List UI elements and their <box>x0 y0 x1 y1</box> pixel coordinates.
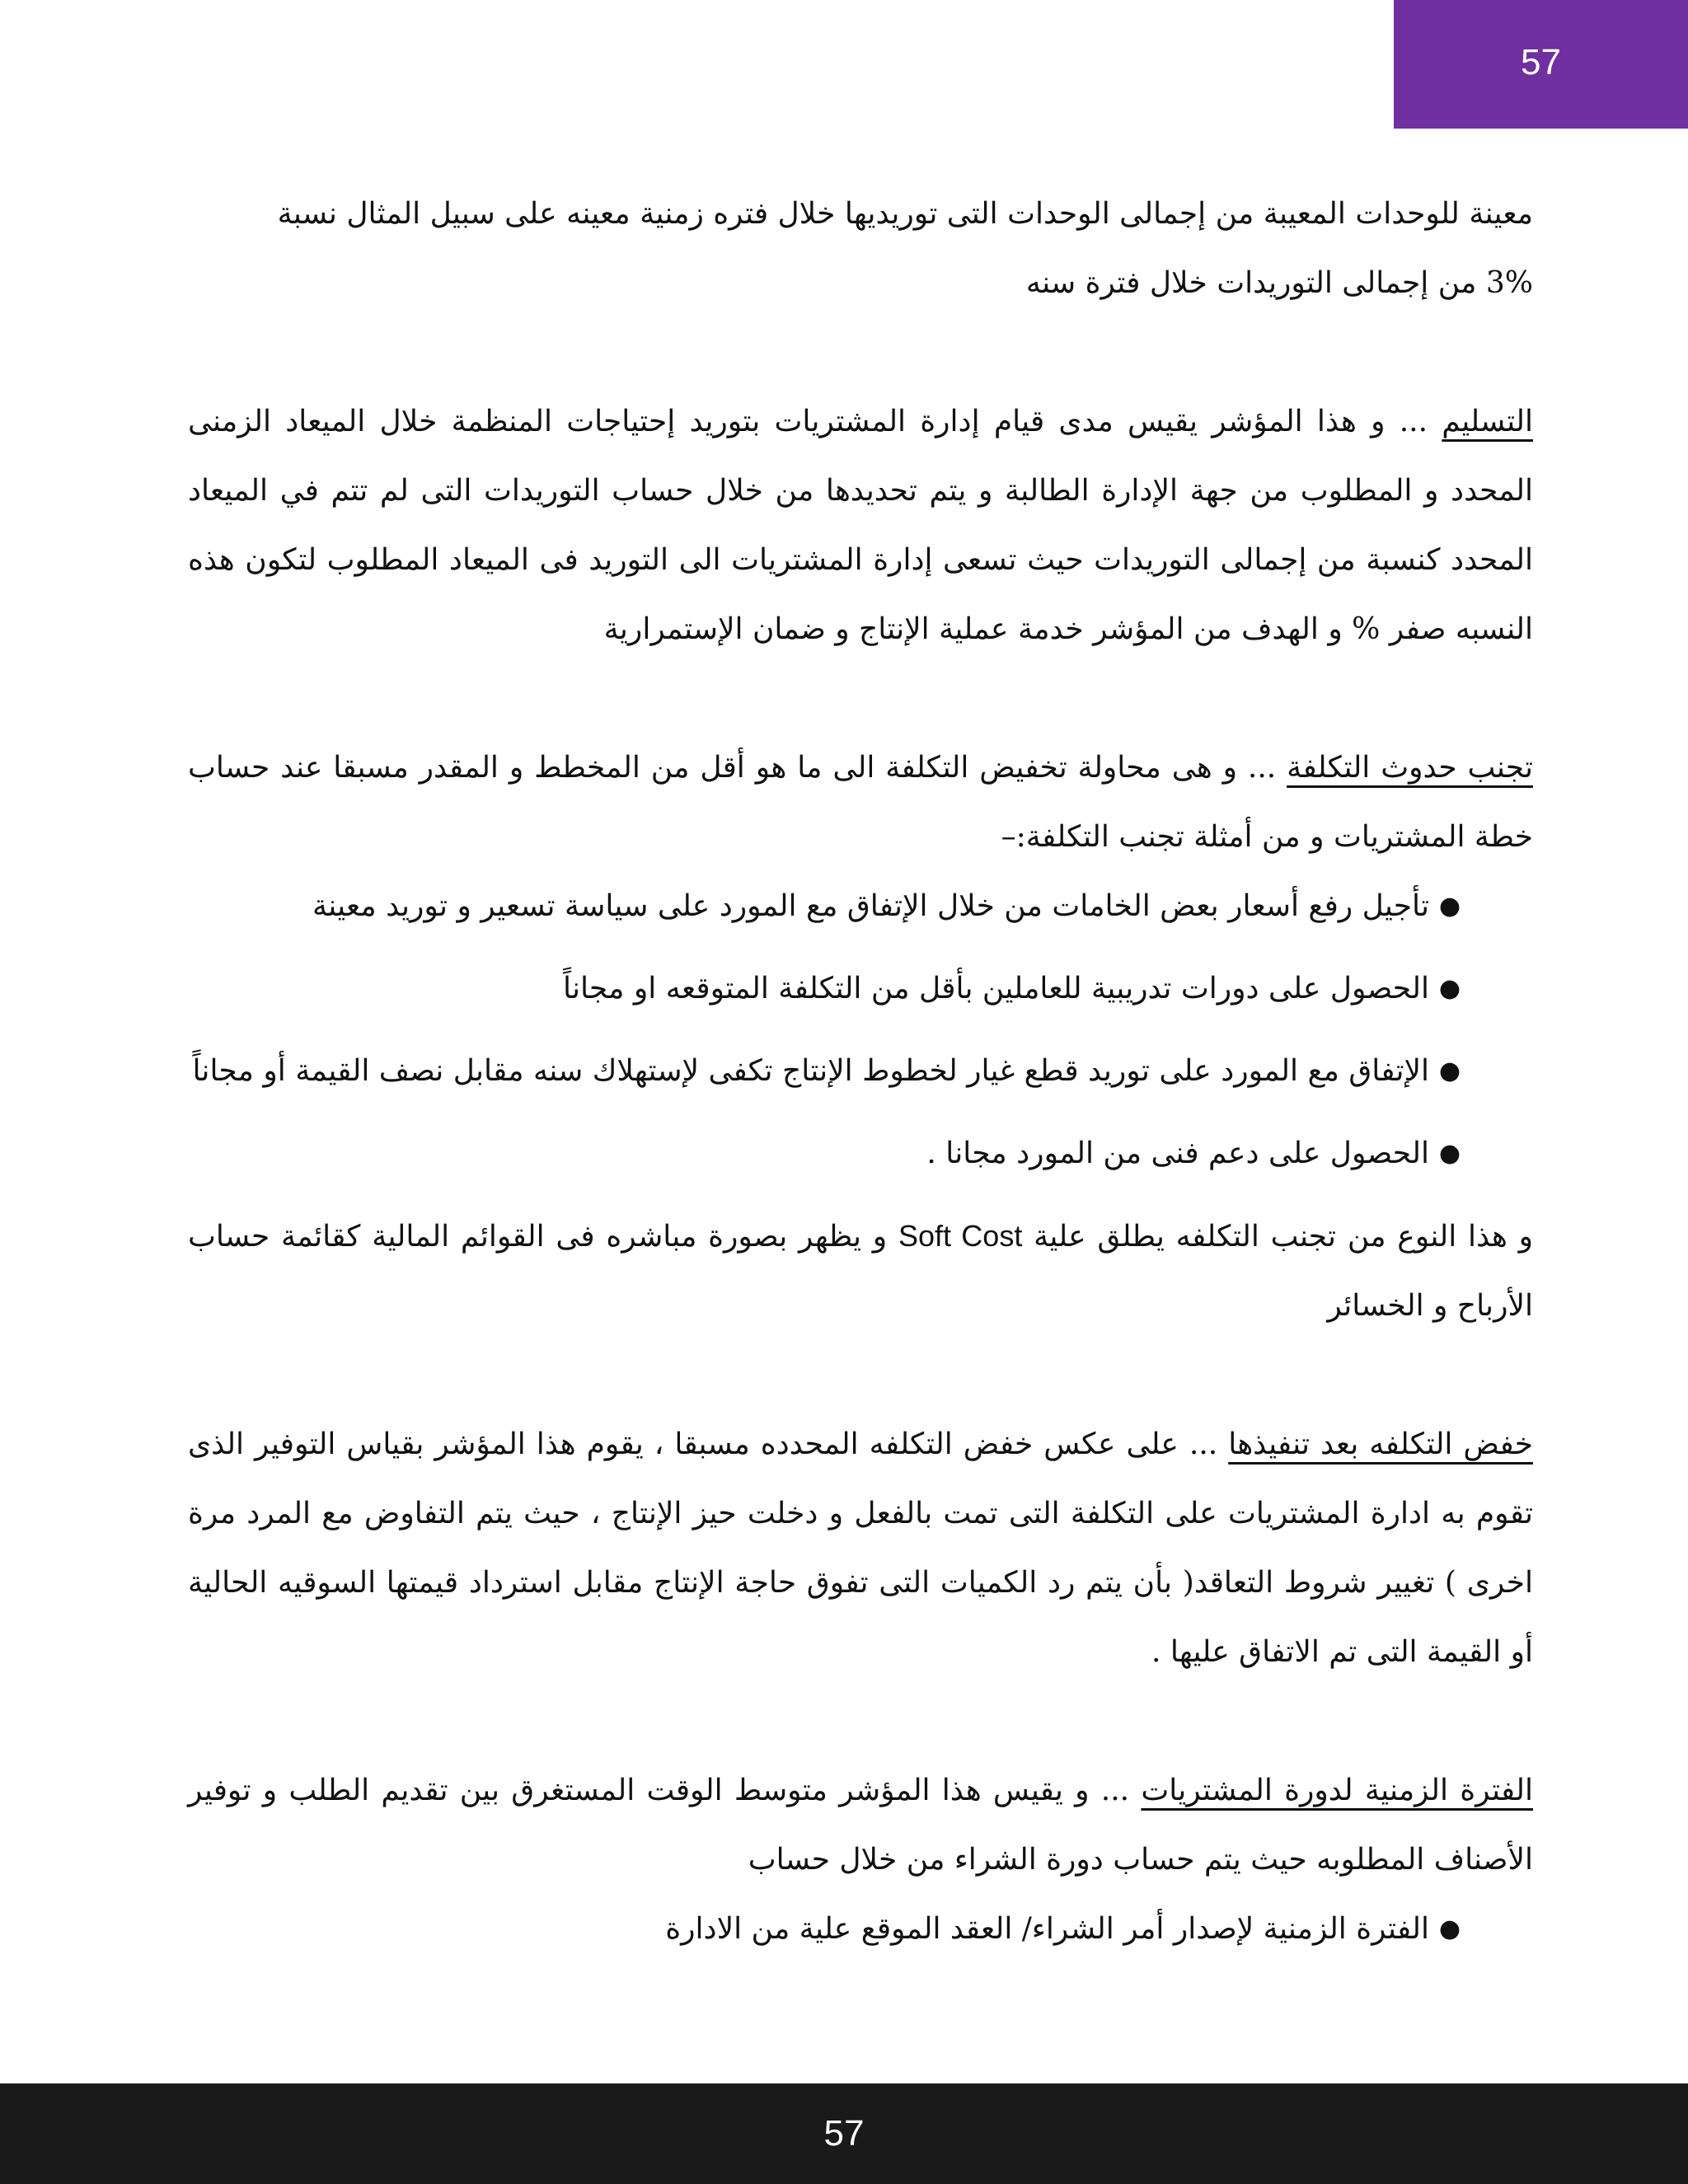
cost-avoidance-paragraph <box>188 733 1533 872</box>
spacer <box>188 664 1533 733</box>
soft-cost-text-after: و يظهر بصورة مباشره فى القوائم المالية كقائمة حساب الأرباح و الخسائر <box>188 1220 1533 1323</box>
bullet-icon: ● <box>1438 1057 1461 1085</box>
list-item-text: الحصول على دورات تدريبية للعاملين بأقل من التكلفة المتوقعه او مجاناً <box>562 972 1429 1005</box>
list-item <box>188 872 1533 941</box>
bullet-icon: ● <box>1438 1915 1461 1943</box>
page-number-tab <box>1394 0 1688 129</box>
cycle-time-text: ... و يقيس هذا المؤشر متوسط الوقت المستغرق بين تقديم الطلب و توفير الأصناف المطلوبه حيث يتم حساب دورة الشراء من خلال حساب <box>188 1774 1533 1877</box>
page-number: 57 <box>1521 42 1561 82</box>
cost-avoidance-list <box>188 872 1533 1188</box>
cost-avoidance-heading: تجنب حدوث التكلفة <box>1287 751 1533 785</box>
list-item <box>188 1895 1533 1964</box>
delivery-text: ... و هذا المؤشر يقيس مدى قيام إدارة المشتريات بتوريد إحتياجات المنظمة خلال الميعاد الزمنى المحدد و المطلوب من جهة الإدارة الطالبة و يتم تحديدها من خلال حساب التوريدات التى لم تتم في الميعاد المحدد كنسبة من إجمالى التوريدات حيث تسعى إدارة المشتريات الى التوريد فى الميعاد المطلوب لتكون هذه النسبه صفر % و الهدف من المؤشر خدمة عملية الإنتاج و ضمان الإستمرارية <box>188 405 1533 646</box>
list-item-text: تأجيل رفع أسعار بعض الخامات من خلال الإتفاق مع المورد على سياسة تسعير و توريد معينة <box>312 889 1429 923</box>
cost-reduction-paragraph <box>188 1410 1533 1687</box>
soft-cost-text-before: و هذا النوع من تجنب التكلفه يطلق علية <box>1022 1220 1534 1254</box>
list-item-text: الفترة الزمنية لإصدار أمر الشراء/ العقد الموقع علية من الادارة <box>665 1912 1429 1946</box>
spacer <box>188 1341 1533 1410</box>
footer-page-number: 57 <box>823 2113 865 2154</box>
bullet-icon: ● <box>1438 1139 1461 1168</box>
cycle-time-list <box>188 1895 1533 1964</box>
cost-reduction-heading: خفض التكلفه بعد تنفيذها <box>1228 1427 1533 1461</box>
delivery-heading: التسليم <box>1442 405 1533 438</box>
document-body <box>188 180 1533 1977</box>
intro-line-2: 3% من إجمالى التوريدات خلال فترة سنه <box>1025 266 1533 300</box>
bullet-icon: ● <box>1438 974 1461 1003</box>
list-item-text: الإتفاق مع المورد على توريد قطع غيار لخطوط الإنتاج تكفى لإستهلاك سنه مقابل نصف القيمة أو مجاناً <box>192 1054 1429 1088</box>
list-item <box>188 954 1533 1024</box>
cost-avoidance-text: ... و هى محاولة تخفيض التكلفة الى ما هو أقل من المخطط و المقدر مسبقا عند حساب خطة المشتريات و من أمثلة تجنب التكلفة:– <box>188 751 1533 854</box>
cycle-time-heading: الفترة الزمنية لدورة المشتريات <box>1141 1774 1533 1807</box>
list-item <box>188 1119 1533 1188</box>
intro-paragraph <box>188 180 1533 318</box>
cycle-time-paragraph <box>188 1756 1533 1895</box>
soft-cost-paragraph <box>188 1202 1533 1341</box>
intro-line-1: معينة للوحدات المعيبة من إجمالى الوحدات التى توريديها خلال فتره زمنية معينه على سبيل المثال نسبة <box>277 197 1533 231</box>
cost-reduction-text: ... على عكس خفض التكلفه المحدده مسبقا ، يقوم هذا المؤشر بقياس التوفير الذى تقوم به ادارة المشتريات على التكلفة التى تمت بالفعل و دخلت حيز الإنتاج ، حيث يتم التفاوض مع المرد مرة اخرى ) تغيير شروط التعاقد( بأن يتم رد الكميات التى تفوق حاجة الإنتاج مقابل استرداد قيمتها السوقيه الحالية أو القيمة التى تم الاتفاق عليها . <box>188 1427 1533 1669</box>
soft-cost-term: Soft Cost <box>898 1219 1023 1253</box>
spacer <box>188 318 1533 387</box>
footer-bar <box>0 2083 1688 2184</box>
delivery-paragraph <box>188 387 1533 664</box>
list-item <box>188 1037 1533 1106</box>
list-item-text: الحصول على دعم فنى من المورد مجانا . <box>926 1137 1429 1170</box>
spacer <box>188 1687 1533 1756</box>
bullet-icon: ● <box>1438 892 1461 921</box>
